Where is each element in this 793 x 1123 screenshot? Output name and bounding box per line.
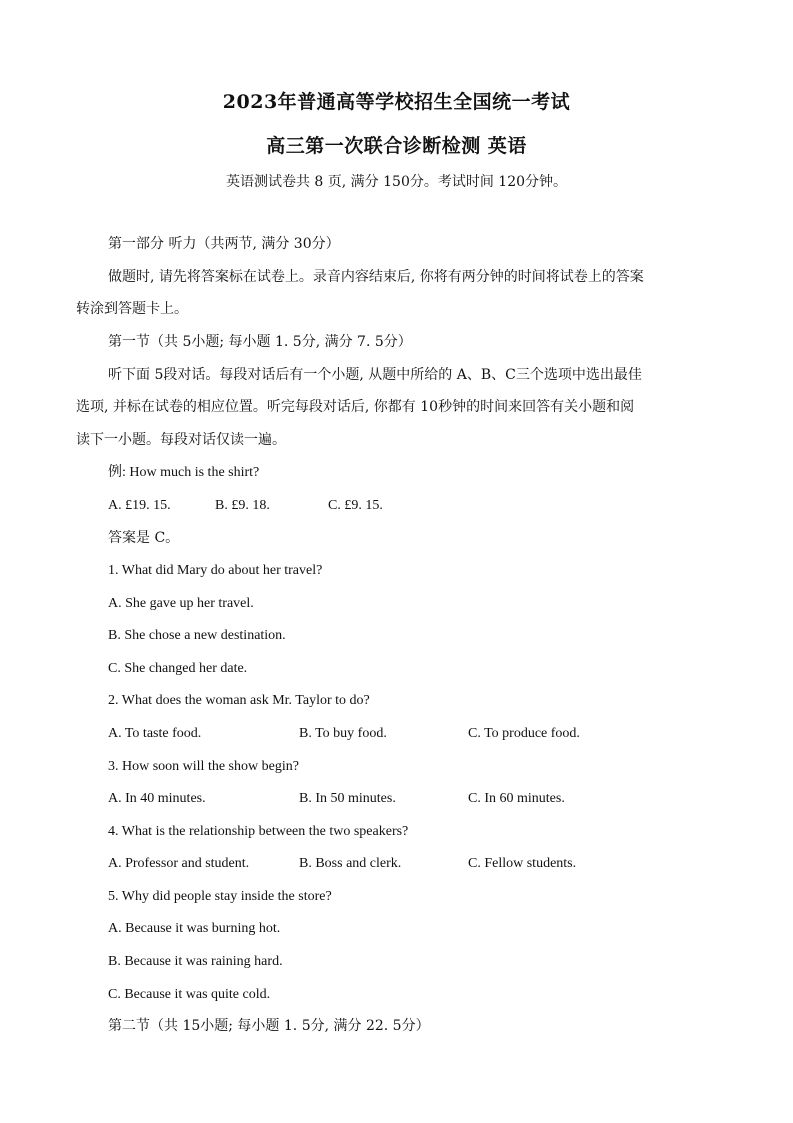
exam-title: 2023年普通高等学校招生全国统一考试 bbox=[222, 91, 571, 113]
question-2-option-c: C. To produce food. bbox=[468, 726, 580, 741]
example-answer: 答案是 C。 bbox=[108, 530, 180, 546]
question-1-option-b: B. She chose a new destination. bbox=[108, 628, 286, 643]
question-3: 3. How soon will the show begin? bbox=[108, 759, 299, 774]
question-2: 2. What does the woman ask Mr. Taylor to do? bbox=[108, 693, 370, 708]
question-1-option-a: A. She gave up her travel. bbox=[108, 596, 254, 611]
section1-instruction-line1: 听下面 5段对话。每段对话后有一个小题, 从题中所给的 A、B、C三个选项中选出最佳 bbox=[108, 367, 642, 383]
question-4-option-b: B. Boss and clerk. bbox=[299, 856, 402, 871]
question-3-option-a: A. In 40 minutes. bbox=[108, 791, 206, 806]
question-2-option-a: A. To taste food. bbox=[108, 726, 202, 741]
exam-meta: 英语测试卷共 8 页, 满分 150分。考试时间 120分钟。 bbox=[225, 174, 568, 190]
question-5-option-b: B. Because it was raining hard. bbox=[108, 954, 283, 969]
section1-instruction-line3: 读下一小题。每段对话仅读一遍。 bbox=[76, 432, 286, 448]
exam-subtitle: 高三第一次联合诊断检测 英语 bbox=[266, 135, 527, 157]
section1-heading: 第一节（共 5小题; 每小题 1. 5分, 满分 7. 5分） bbox=[108, 334, 412, 350]
question-1-option-c: C. She changed her date. bbox=[108, 661, 248, 676]
example-question: 例: How much is the shirt? bbox=[108, 465, 260, 480]
part1-instruction-line1: 做题时, 请先将答案标在试卷上。录音内容结束后, 你将有两分钟的时间将试卷上的答案 bbox=[108, 269, 644, 285]
question-5: 5. Why did people stay inside the store? bbox=[108, 889, 332, 904]
question-1: 1. What did Mary do about her travel? bbox=[108, 563, 323, 578]
question-5-option-c: C. Because it was quite cold. bbox=[108, 987, 271, 1002]
question-4-option-a: A. Professor and student. bbox=[108, 856, 250, 871]
question-3-option-b: B. In 50 minutes. bbox=[299, 791, 396, 806]
question-5-option-a: A. Because it was burning hot. bbox=[108, 921, 281, 936]
example-option-c: C. £9. 15. bbox=[328, 498, 383, 513]
example-option-a: A. £19. 15. bbox=[108, 498, 171, 513]
example-option-b: B. £9. 18. bbox=[215, 498, 270, 513]
question-4-option-c: C. Fellow students. bbox=[468, 856, 577, 871]
question-3-option-c: C. In 60 minutes. bbox=[468, 791, 565, 806]
question-2-option-b: B. To buy food. bbox=[299, 726, 387, 741]
section2-heading: 第二节（共 15小题; 每小题 1. 5分, 满分 22. 5分） bbox=[108, 1018, 430, 1034]
part1-heading: 第一部分 听力（共两节, 满分 30分） bbox=[108, 236, 340, 252]
section1-instruction-line2: 选项, 并标在试卷的相应位置。听完每段对话后, 你都有 10秒钟的时间来回答有关小题和阅 bbox=[76, 399, 635, 415]
part1-instruction-line2: 转涂到答题卡上。 bbox=[76, 301, 188, 317]
question-4: 4. What is the relationship between the two speakers? bbox=[108, 824, 409, 839]
